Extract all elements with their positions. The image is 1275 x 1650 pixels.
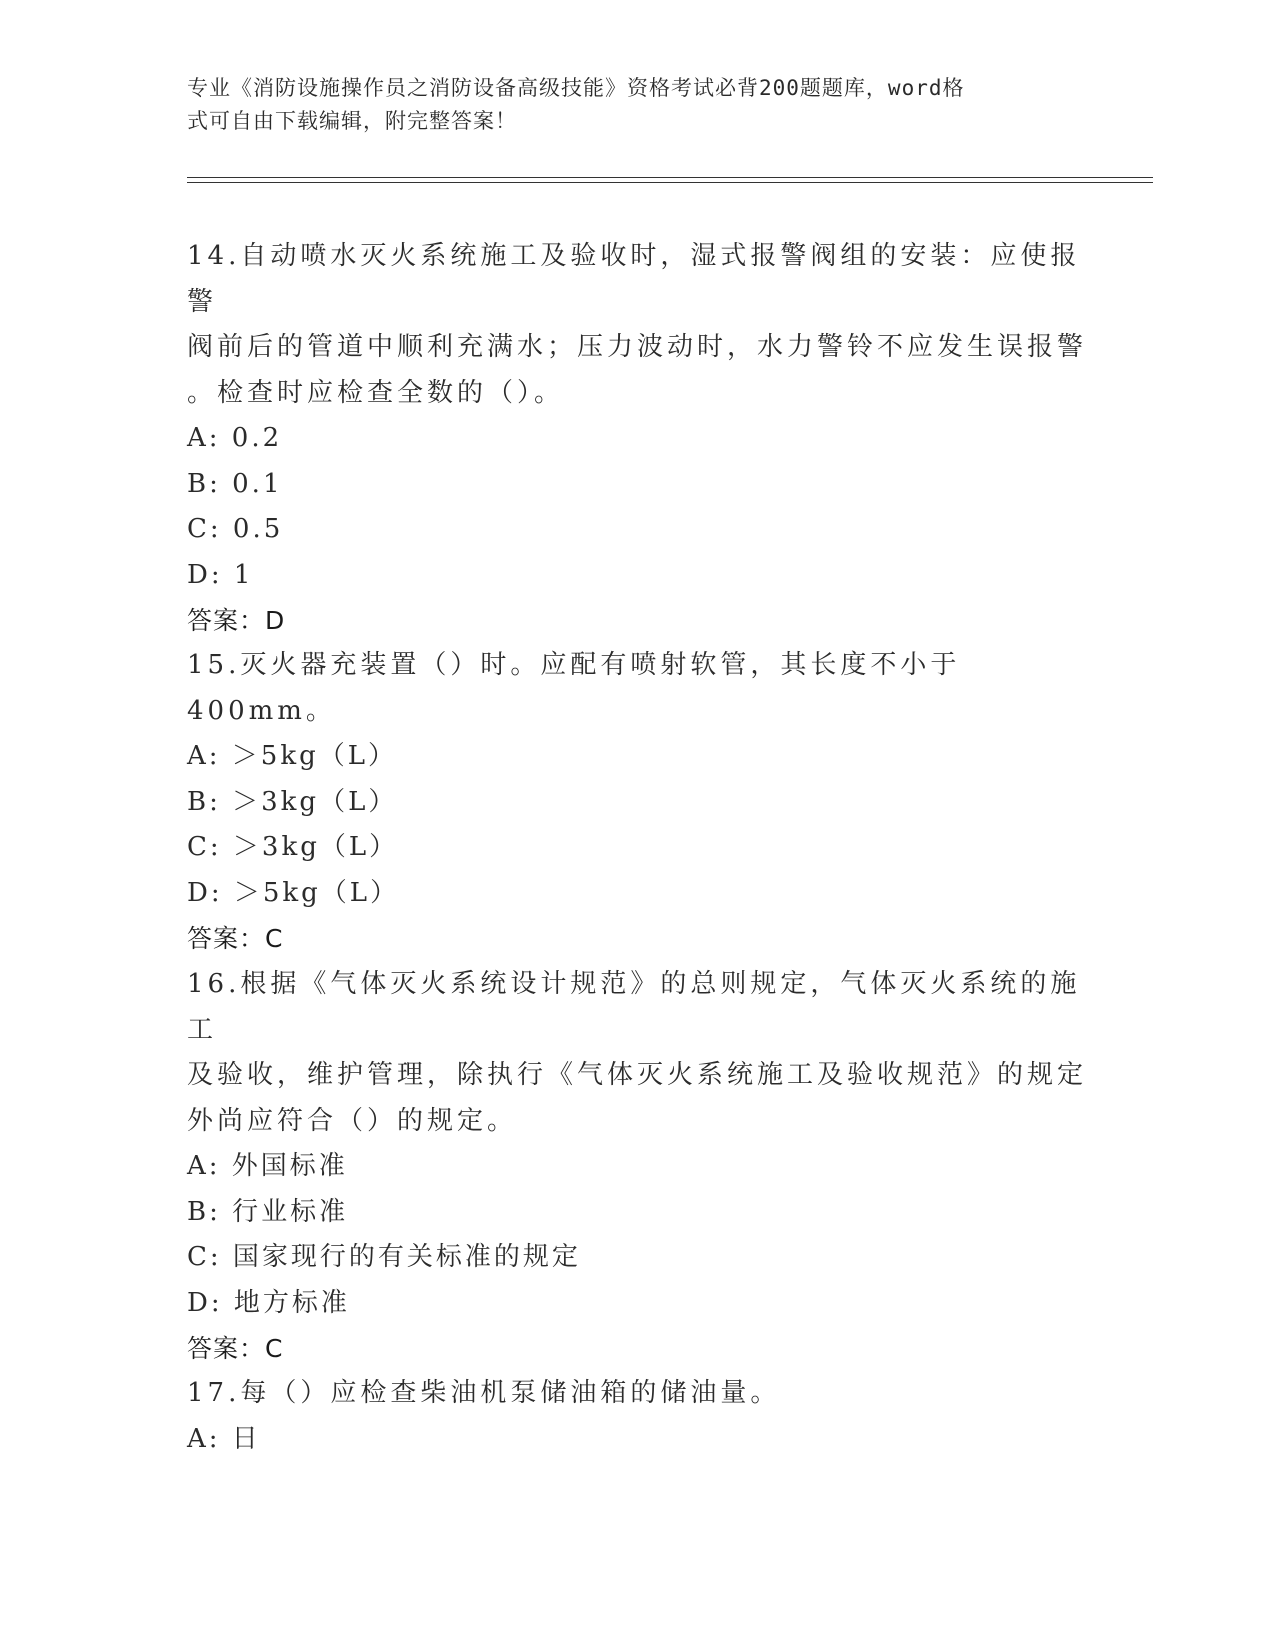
question-15-option-a: A: ＞5kg（L） [187, 741, 398, 771]
question-14-option-b: B: 0.1 [187, 468, 283, 499]
question-14-answer: 答案：D [187, 606, 286, 635]
question-14-option-d: D: 1 [187, 559, 254, 590]
question-17-option-a: A: 日 [187, 1423, 261, 1454]
header-line-1: 专业《消防设施操作员之消防设备高级技能》资格考试必背200题题库，word格 [187, 76, 965, 100]
question-14-option-a: A: 0.2 [187, 423, 283, 453]
question-15-option-d: D: ＞5kg（L） [187, 877, 400, 908]
header-line-2: 式可自由下载编辑，附完整答案！ [187, 109, 517, 133]
question-15-option-b: B: ＞3kg（L） [187, 786, 398, 817]
question-14 [187, 234, 1087, 644]
question-15-line-1: 15.灭火器充装置（）时。应配有喷射软管，其长度不小于400mm。 [187, 650, 961, 726]
question-17-line-1: 17.每（）应检查柴油机泵储油箱的储油量。 [187, 1378, 781, 1408]
question-16 [187, 962, 1087, 1372]
question-16-line-3: 外尚应符合（）的规定。 [187, 1105, 518, 1136]
question-14-option-c: C: 0.5 [187, 514, 284, 544]
question-16-option-b: B: 行业标准 [187, 1196, 349, 1227]
question-14-line-1: 14.自动喷水灭火系统施工及验收时，湿式报警阀组的安装：应使报警 [187, 241, 1081, 317]
document-header [187, 72, 1077, 138]
question-14-line-3: 。检查时应检查全数的（）。 [187, 377, 565, 408]
header-divider-top [187, 177, 1153, 178]
question-16-answer: 答案：C [187, 1334, 284, 1363]
question-17 [187, 1371, 1087, 1462]
question-14-line-2: 阀前后的管道中顺利充满水；压力波动时，水力警铃不应发生误报警 [187, 332, 1088, 362]
question-16-line-1: 16.根据《气体灭火系统设计规范》的总则规定，气体灭火系统的施工 [187, 969, 1081, 1045]
question-15 [187, 643, 1087, 962]
question-15-answer: 答案：C [187, 924, 284, 953]
question-16-option-a: A: 外国标准 [187, 1151, 348, 1181]
question-16-option-c: C: 国家现行的有关标准的规定 [187, 1242, 581, 1272]
header-divider-bottom [187, 182, 1153, 183]
question-16-line-2: 及验收，维护管理，除执行《气体灭火系统施工及验收规范》的规定 [187, 1060, 1088, 1090]
question-16-option-d: D: 地方标准 [187, 1287, 350, 1318]
question-15-option-c: C: ＞3kg（L） [187, 832, 399, 862]
